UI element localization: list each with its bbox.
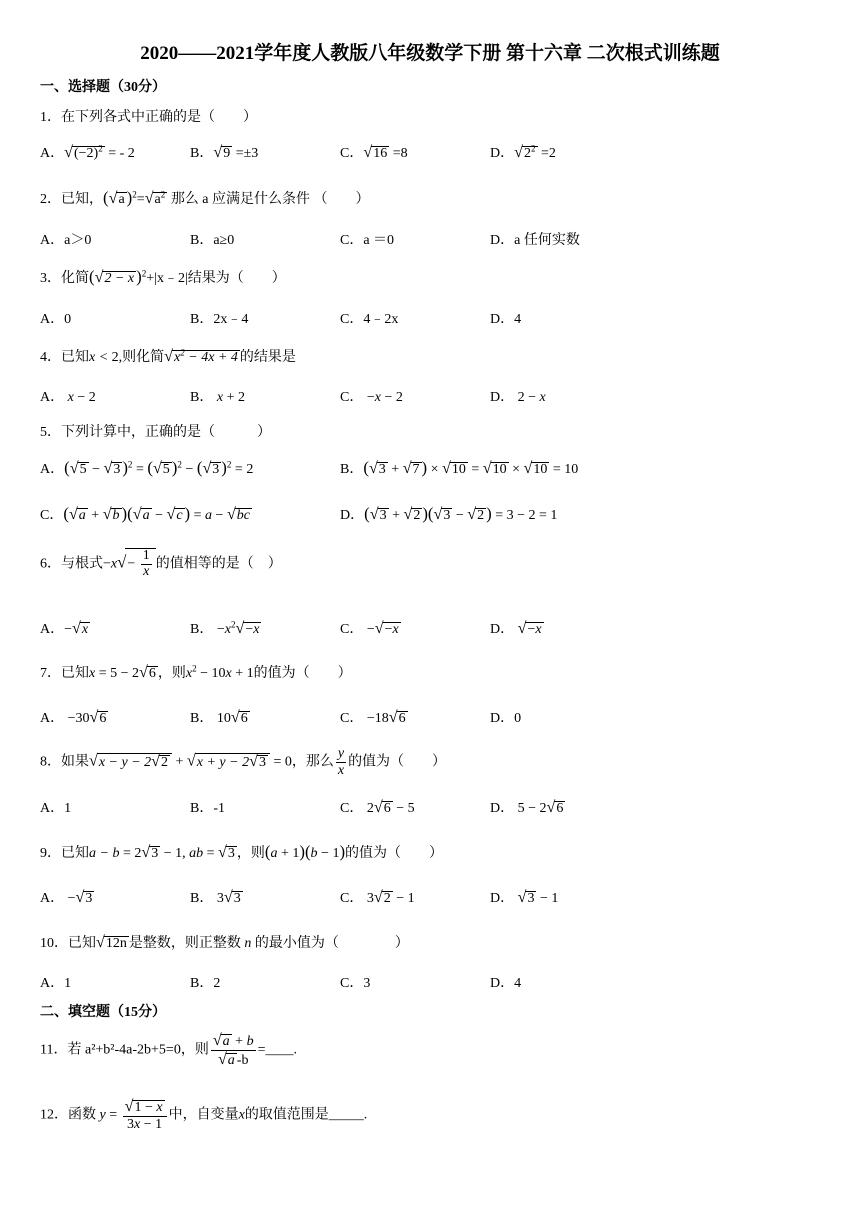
question-1: 1．在下列各式中正确的是（ ） [40,110,257,125]
q10-option-c: C．3 [340,976,371,991]
q8-option-c: C． 2√6 − 5 [340,799,415,816]
q2-option-b: B．a≥0 [190,233,235,248]
q4-option-c: C． −x − 2 [340,390,403,405]
q3-option-c: C．4﹣2x [340,312,399,327]
q7-option-c: C． −18√6 [340,709,406,726]
q2-option-c: C．a ＝0 [340,233,395,248]
q2-option-d: D．a 任何实数 [490,233,580,248]
q5-option-b: B．(√3 + √7 ) × √10 = √10 × √10 = 10 [340,458,579,477]
q1-option-b: B．√9 =±3 [190,144,259,161]
question-7: 7．已知x = 5 − 2√6 ，则$x^2 - 10x + 1$的值为（ ） [40,663,352,681]
q6-option-a: A．−√x [40,620,89,637]
q3-option-b: B．2x﹣4 [190,312,249,327]
question-11: 11．若 a²+b²-4a-2b+5=0，则 $\frac{√a + b}{√a -b}$ =____. [40,1032,297,1068]
q8-option-b: B．-1 [190,801,225,816]
q6-option-c: C． −√−x [340,620,399,637]
q6-option-b: B． $-x^2√-x$ [190,619,260,637]
question-5: 5．下列计算中，正确的是（ ） [40,425,271,440]
q4-option-d: D． 2 − x [490,390,546,405]
q1-option-d: D．$√2^2 =2$ [490,143,556,161]
q3-option-d: D．4 [490,312,522,327]
q10-option-b: B．2 [190,976,221,991]
q8-option-a: A．1 [40,801,72,816]
q6-option-d: D． √−x [490,620,542,637]
section-fill-in: 二、填空题（15分） [40,1005,166,1020]
question-9: 9．已知a − b = 2√3 − 1, ab = √3 ，则(a + 1)(b − 1)的值为（ ） [40,842,444,861]
q10-option-a: A．1 [40,976,72,991]
page-title: 2020——2021学年度人教版八年级数学下册 第十六章 二次根式训练题 [140,43,720,64]
q9-option-d: D． √3 − 1 [490,889,559,906]
question-2: 2．已知，(√a )$^2=√a^2$ 那么 a 应满足什么条件 （ ） [40,188,370,207]
q5-option-d: D．(√3 + √2 )(√3 − √2 ) = 3 − 2 = 1 [340,504,558,523]
q3-option-a: A．0 [40,312,72,327]
q10-option-d: D．4 [490,976,522,991]
q1-option-c: C．√16 =8 [340,144,408,161]
q2-option-a: A．a＞0 [40,233,92,248]
question-4: 4．已知x < 2,则化简$√x^2 - 4x + 4$ 的结果是 [40,347,296,365]
question-8: 8．如果√x − y − 2√2 + √x + y − 2√3 = 0，那么 $\frac{y}{x}$ 的值为（ ） [40,746,447,778]
question-12: 12．函数 y = $\frac{√1 - x}{3x - 1}$ 中，自变量x的取值范围是_____. [40,1098,368,1132]
q7-option-b: B． 10√6 [190,709,248,726]
question-3: 3．化简(√2 − x )$^2$+|x﹣2|结果为（ ） [40,267,286,286]
q5-option-a: A．(√5 − √3 )$^2$ = (√5 )$^2$ − (√3 )$^2$ = 2 [40,458,254,477]
q7-option-a: A． −30√6 [40,709,107,726]
q4-option-b: B． x + 2 [190,390,245,405]
q7-option-d: D．0 [490,711,522,726]
q4-option-a: A． x − 2 [40,390,96,405]
section-multiple-choice: 一、选择题（30分） [40,80,166,95]
question-6: 6．与根式−x√− $\frac{1}{x}$ 的值相等的是（ ） [40,548,282,579]
q9-option-a: A． −√3 [40,889,93,906]
q1-option-a: A．$√(-2)^2$ = - 2 [40,143,135,161]
q9-option-c: C． 3√2 − 1 [340,889,415,906]
q9-option-b: B． 3√3 [190,889,241,906]
q8-option-d: D． 5 − 2√6 [490,799,564,816]
question-10: 10．已知√12n 是整数，则正整数 n 的最小值为（ ） [40,934,409,951]
q5-option-c: C．(√a + √b )(√a − √c ) = a − √bc [40,504,250,523]
